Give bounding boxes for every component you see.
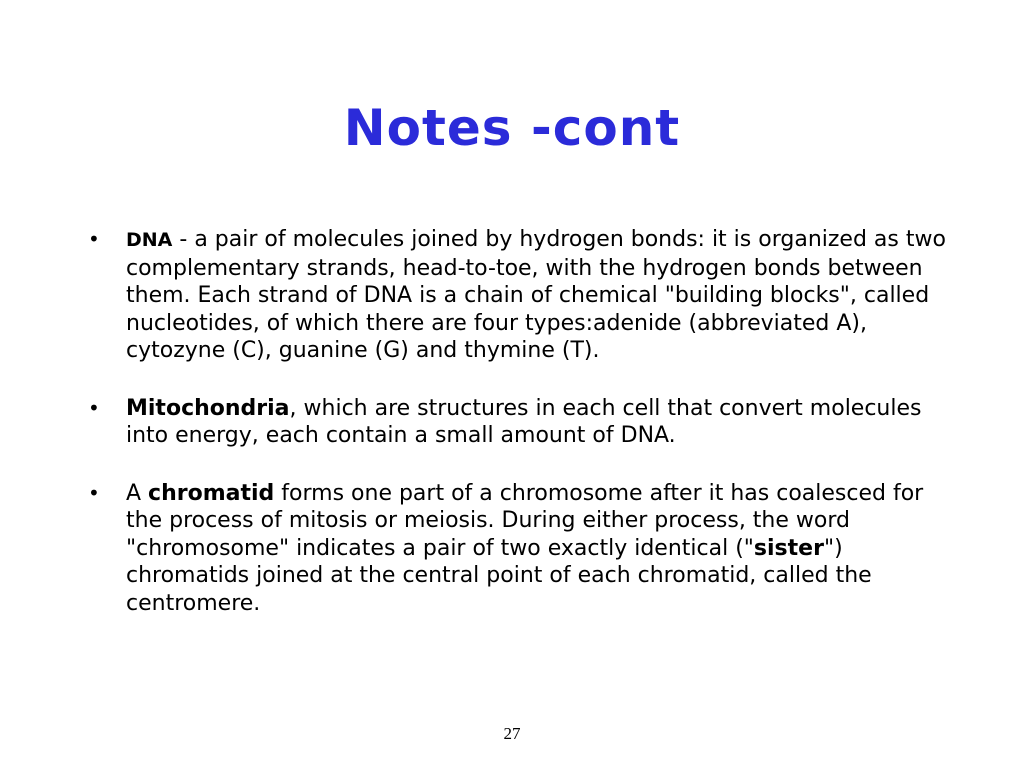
bullet-chromatid-text-1: forms one part of a chromosome after it has coalesced for the process of mitosis or meiosis. During either process, the word "chromosome" indicates a pair of two exactly identical (": [126, 480, 924, 561]
bullet-dna: [88, 226, 948, 365]
slide-title: Notes -cont: [343, 99, 681, 157]
page-number: 27: [503, 724, 521, 743]
bullet-dna-text: - a pair of molecules joined by hydrogen bonds: it is organized as two complementary strands, head-to-toe, with the hydrogen bonds between them. Each strand of DNA is a chain of chemical "building blocks", called nucleotides, of which there are four types:adenide (abbreviated A), cytozyne (C), guanine (G) and thymine (T).: [126, 227, 946, 363]
bullet-mitochondria-text: , which are structures in each cell that convert molecules into energy, each contain a small amount of DNA.: [126, 395, 922, 448]
bullet-chromatid-text-2: ") chromatids joined at the central point of each chromatid, called the centromere.: [126, 535, 872, 616]
term-chromatid: chromatid: [148, 480, 275, 506]
term-sister: sister: [753, 535, 824, 561]
bullet-dot-icon: •: [88, 227, 100, 251]
bullet-dot-icon: •: [88, 480, 100, 505]
bullet-list: [88, 226, 948, 647]
term-mitochondria: Mitochondria: [126, 395, 290, 421]
bullet-chromatid-prefix: A: [126, 480, 149, 506]
bullet-chromatid: [88, 480, 948, 618]
bullet-dot-icon: •: [88, 395, 100, 420]
term-dna: DNA: [126, 229, 173, 251]
bullet-mitochondria: [88, 395, 948, 450]
